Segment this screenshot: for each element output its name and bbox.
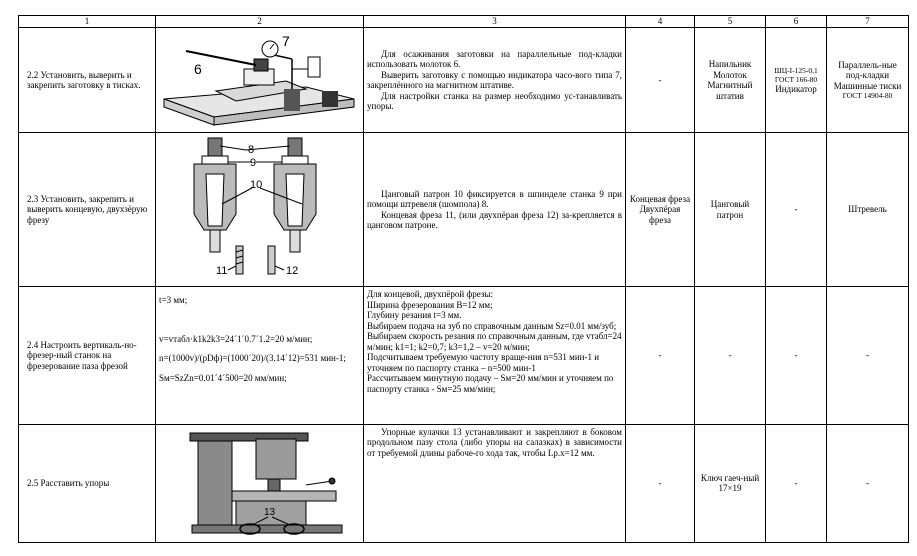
header-row — [19, 16, 909, 28]
step-title: 2.2 Установить, выверить и закрепить заготовку в тисках. — [19, 28, 156, 133]
col-header-4: 4 — [626, 16, 695, 28]
image-cell — [156, 133, 364, 287]
table-row — [19, 28, 909, 133]
measuring-cell: - — [766, 424, 827, 542]
desc-line: Для осаживания заготовки на параллельные под-кладки использовать молоток 6. — [367, 48, 622, 70]
image-cell — [156, 424, 364, 542]
aux-tools-cell: - — [695, 287, 766, 425]
step-title: 2.3 Установить, закрепить и выверить концевую, двухзёрую фрезу — [19, 133, 156, 287]
tools-cell: - — [626, 424, 695, 542]
measuring-cell: - — [766, 287, 827, 425]
measuring-cell — [766, 28, 827, 133]
desc-line: Для настройки станка на размер необходимо ус-танавливать упоры. — [367, 90, 622, 112]
measuring-text: Индикатор — [775, 83, 817, 94]
description-cell — [364, 424, 626, 542]
milling-machine-photo — [156, 425, 360, 539]
callout-11: 11 — [216, 265, 228, 278]
image-cell — [156, 28, 364, 133]
step-title: 2.5 Расставить упоры — [19, 424, 156, 542]
aux-tools-cell: Цанговый патрон — [695, 133, 766, 287]
table-row — [19, 424, 909, 542]
desc-line: Упорные кулачки 13 устанавливают и закрепляют в боковом продольном пазу стола (либо упоры на салазках) в зависимости от требуемой длины рабоче-го хода так, чтобы Lр.х=12 мм. — [367, 426, 622, 458]
tools-cell: Концевая фреза Двухпёрая фреза — [626, 133, 695, 287]
col-header-1: 1 — [19, 16, 156, 28]
col-header-7: 7 — [827, 16, 909, 28]
tools-cell: - — [626, 287, 695, 425]
collet-chuck-diagram — [156, 134, 360, 282]
calc-line: t=3 мм; — [159, 295, 188, 305]
callout-6: 6 — [194, 60, 202, 77]
table-row — [19, 287, 909, 425]
desc-line: Ширина фрезерования В=12 мм; — [367, 299, 493, 310]
description-cell — [364, 287, 626, 425]
callout-7: 7 — [282, 32, 290, 49]
measuring-small-text: ШЦ-I-125-0,1 ГОСТ 166-80 — [774, 65, 818, 84]
desc-line: Глубину резания t=3 мм. — [367, 310, 462, 320]
vise-indicator-diagram — [156, 29, 360, 129]
fixture-cell: Штревель — [827, 133, 909, 287]
desc-line: Рассчитываем минутную подачу – Sм=20 мм/мин и уточняем по паспорту станка - Sм=25 мм/мин; — [367, 373, 614, 394]
measuring-cell: - — [766, 133, 827, 287]
tools-cell: - — [626, 28, 695, 133]
description-cell — [364, 28, 626, 133]
col-header-3: 3 — [364, 16, 626, 28]
process-table — [18, 15, 909, 543]
desc-line: Концевая фреза 11, (или двухпёрая фреза 12) за-крепляется в цанговом патроне. — [367, 209, 622, 231]
aux-tools-cell: Ключ гаеч-ный 17×19 — [695, 424, 766, 542]
callout-10: 10 — [250, 179, 263, 192]
desc-line: Выверить заготовку с помощью индикатора часо-вого типа 7, закреплённого на магнитном штативе. — [367, 69, 622, 91]
fixture-cell — [827, 28, 909, 133]
description-cell — [364, 133, 626, 287]
step-title: 2.4 Настроить вертикаль-но-фрезер-ный станок на фрезерование паза фрезой — [19, 287, 156, 425]
col-header-2: 2 — [156, 16, 364, 28]
callout-9: 9 — [250, 157, 257, 170]
callout-13: 13 — [264, 507, 276, 518]
callout-12: 12 — [286, 265, 299, 278]
col-header-5: 5 — [695, 16, 766, 28]
calc-line: Sм=SzZn=0.01´4´500=20 мм/мин; — [159, 372, 287, 383]
desc-line: Выбираем подача на зуб по справочным данным Sz=0.01 мм/зуб; — [367, 320, 617, 331]
calculation-cell — [156, 287, 364, 425]
aux-tools-cell: Напильник Молоток Магнитный штатив — [695, 28, 766, 133]
fixture-cell: - — [827, 287, 909, 425]
table-row — [19, 133, 909, 287]
calc-line: v=vтабл·k1k2k3=24´1´0.7´1.2=20 м/мин; — [159, 333, 313, 344]
callout-8: 8 — [248, 144, 255, 157]
col-header-6: 6 — [766, 16, 827, 28]
fixture-text: Параллель-ные под-кладки Машинные тиски — [833, 59, 902, 91]
calc-line: n=(1000v)/(pDф)=(1000´20)/(3.14´12)=531 мин-1; — [159, 353, 346, 363]
desc-line: Подсчитываем требуемую частоту враще-ния n=531 мин-1 и уточняем по паспорту станка – n=500 мин-1 — [367, 352, 600, 373]
desc-line: Цанговый патрон 10 фиксируется в шпинделе станка 9 при помощи штревеля (шомпола) 8. — [367, 188, 622, 210]
desc-line: Для концевой, двухпёрой фрезы: — [367, 289, 494, 299]
desc-line: Выбираем скорость резания по справочным данным, где vтабл=24 м/мин; k1=1; k2=0,7; k3=1,2 – v=20 м/мин; — [367, 331, 622, 352]
fixture-cell: - — [827, 424, 909, 542]
fixture-small-text: ГОСТ 14904-80 — [842, 91, 893, 101]
